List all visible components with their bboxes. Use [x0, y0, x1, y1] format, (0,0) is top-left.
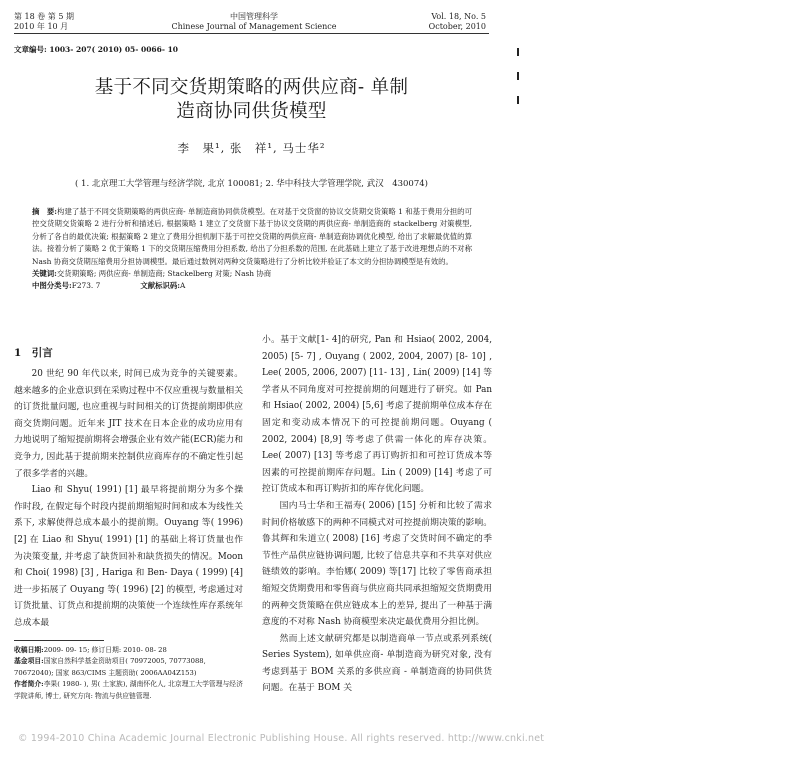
title-line-1: 基于不同交货期策略的两供应商- 单制 — [94, 77, 409, 98]
clc-code: F273. 7 — [71, 281, 101, 291]
classification — [32, 280, 472, 292]
footnote-funding — [14, 656, 243, 679]
right-column — [262, 332, 492, 697]
footnotes — [14, 645, 243, 702]
footnote-author-bio — [14, 679, 243, 702]
footnote-label: 收稿日期: — [14, 646, 44, 654]
abstract — [32, 206, 472, 268]
running-header — [14, 12, 494, 34]
journal-name-en: Chinese Journal of Management Science — [171, 22, 337, 31]
keywords-text: 交货期策略; 两供应商- 单制造商; Stackelberg 对策; Nash 协商 — [56, 269, 272, 279]
paragraph: 国内马士华和王福寿( 2006) [15] 分析和比较了需求时间价格敏感下的两种不同模式对可控提前期决策的影响。鲁其辉和朱道立( 2008) [16] 考虑了交货时间不确定的季节性产品供应链协调问题, 比较了信息共享和不共享对供应链绩效的影响。李怡娜( 2009) 等[17] 比较了零售商承担缩短交货期费用和零售商与供应商共同承担缩短交货期费用的两种交货策略在供应链成本上的差异, 提出了一种基于满意度的不对称 Nash 协商模型来决定最优费用分担比例。 — [262, 500, 492, 628]
margin-mark — [517, 96, 519, 104]
title-line-2: 造商协同供货模型 — [176, 101, 327, 122]
footnote-text: 李果( 1980- ), 男( 土家族), 湖南怀化人, 北京理工大学管理与经济学院讲师, 博士, 研究方向: 物流与供应链管理. — [14, 680, 243, 700]
margin-mark — [517, 72, 519, 80]
footnote-label: 基金项目: — [14, 657, 44, 666]
doc-code: A — [180, 281, 186, 291]
left-column — [14, 366, 243, 632]
paragraph: 小。基于文献[1- 4]的研究, Pan 和 Hsiao( 2002, 2004, 2005) [5- 7] , Ouyang ( 2002, 2004, 2007) [8- 10] , Lee( 2005, 2006, 2007) [11- 13] , Lin( 2009) [14] 等学者从不同角度对可控提前期的问题进行了研究。如 Pan 和 Hsiao( 2002, 2004) [5,6] 考虑了提前期单位成本存在固定和变动成本情况下的可控提前期问题。Ouyang ( 2002, 2004) [8,9] 等考虑了供需一体化的库存决策。Lee( 2007) [13] 等考虑了再订购折扣和可控订货成本等因素的可控提前期库存问题。Lin ( 2009) [14] 考虑了可控订货成本和再订购折扣的库存优化问题。 — [262, 335, 492, 495]
clc-label: 中图分类号: — [32, 281, 72, 291]
affiliation: ( 1. 北京理工大学管理与经济学院, 北京 100081; 2. 华中科技大学管理学院, 武汉 430074) — [75, 179, 428, 189]
date-cn: 2010 年 10 月 — [14, 22, 69, 31]
footnote-rule — [14, 640, 104, 641]
authors: 李 果¹, 张 祥¹, 马士华² — [177, 141, 326, 155]
date-en: October, 2010 — [428, 22, 486, 31]
paragraph: Liao 和 Shyu( 1991) [1] 最早将提前期分为多个操作时段, 在假定每个时段内提前期缩短时间和成本为线性关系下, 求解使得总成本最小的提前期。Ouyang 等( 1996) [2] 在 Liao 和 Shyu( 1991) [1] 的基础上将订货量也作为决策变量, 并考虑了缺货回补和缺货损失的情况。Moon 和 Choi( 1998) [3] , Hariga 和 Ben- Daya ( 1999) [4] 进一步拓展了 Ouyang 等( 1996) [2] 的模型, 考虑通过对订货批量、订货点和提前期的决策使一个连续性库存系统年总成本最 — [14, 485, 243, 628]
volume-issue-en: Vol. 18, No. 5 — [431, 12, 486, 21]
footnote-received — [14, 645, 243, 656]
doc-code-label: 文献标识码: — [140, 281, 181, 291]
paragraph: 然而上述文献研究都是以制造商单一节点或系列系统( Series System), 如单供应商- 单制造商为研究对象, 没有考虑到基于 BOM 关系的多供应商 - 单制造商的协同供货问题。在基于 BOM 关 — [262, 633, 492, 694]
journal-name-cn: 中国管理科学 — [230, 12, 278, 21]
section-heading-introduction: 1 引言 — [14, 347, 53, 359]
footnote-label: 作者简介: — [14, 680, 44, 689]
volume-issue-cn: 第 18 卷 第 5 期 — [14, 12, 74, 21]
paragraph: 20 世纪 90 年代以来, 时间已成为竞争的关键要素。越来越多的企业意识到在采购过程中不仅应重视与数量相关的订货批量问题, 也应重视与时间相关的订货提前期即供应商交货期问题。近年来 JIT 技术在日本企业的成功应用有力地说明了缩短提前期将会增强企业有效产能(ECR)能力和竞争力, 因此基于提前期来控制供应商库存的不确定性引起了很多学者的兴趣。 — [14, 369, 243, 479]
abstract-text: 构建了基于不同交货期策略的两供应商- 单制造商协同供货模型。在对基于交货窗的协议交货期交货策略 1 和基于费用分担的可控交货期交货策略 2 进行分析和描述后, 根据策略 1 建立了交货窗下基于协议交货期的两供应商- 单制造商的 stackelberg 对策模型, 分析了各自的最优决策; 根据策略 2 建立了费用分担机制下基于可控交货期的两供应商- 单制造商协调优化模型, 给出了求解最优值的算法。接着分析了策略 2 优于策略 1 下的交货期压缩费用分担系数, 给出了分担系数的范围, 在此基础上建立了基于改进理想点的不对称 Nash 协商交货期压缩费用分担协调模型。最后通过数例对两种交货策略进行了分析比较并验证了本文的分担协调模型是有效的。 — [32, 207, 472, 266]
abstract-label: 摘 要: — [32, 207, 57, 216]
copyright-footer: © 1994-2010 China Academic Journal Electronic Publishing House. All rights reserved. http://www.cnki.net — [18, 733, 545, 744]
margin-mark — [517, 48, 519, 56]
article-title — [14, 76, 489, 124]
article-number: 文章编号: 1003- 207( 2010) 05- 0066- 10 — [14, 45, 179, 54]
header-rule — [14, 33, 489, 34]
footnote-text: 国家自然科学基金资助项目( 70972005, 70773088, 70672040); 国家 863/CIMS 主题资助( 2006AA04Z153) — [14, 657, 206, 677]
abstract-block — [32, 206, 472, 293]
footnote-text: 2009- 09- 15; 修订日期: 2010- 08- 28 — [43, 646, 167, 654]
keywords-label: 关键词: — [32, 269, 57, 279]
keywords — [32, 268, 472, 280]
